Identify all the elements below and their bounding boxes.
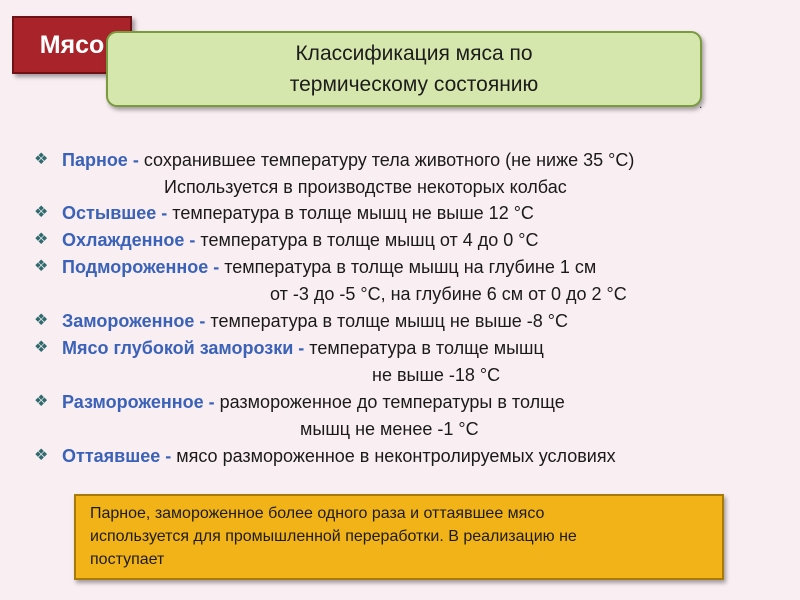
item-text: мясо размороженное в неконтролируемых условиях bbox=[171, 446, 616, 466]
item-text: температура в толще мышц не выше -8 °С bbox=[205, 311, 568, 331]
item-continuation: не выше -18 °С bbox=[372, 365, 501, 385]
item-continuation: от -3 до -5 °С, на глубине 6 см от 0 до 2 °С bbox=[270, 284, 627, 304]
list-item bbox=[62, 443, 616, 469]
item-term: Замороженное - bbox=[62, 311, 206, 331]
diamond-bullet-icon: ❖ bbox=[34, 312, 49, 329]
slide-title-box bbox=[106, 31, 702, 107]
item-text: размороженное до температуры в толще bbox=[214, 392, 565, 412]
slide-title bbox=[290, 38, 539, 100]
item-text: температура в толще мышц от 4 до 0 °С bbox=[195, 230, 539, 250]
diamond-bullet-icon: ❖ bbox=[34, 258, 49, 275]
note-line-1: Парное, замороженное более одного раза и оттаявшее мясо bbox=[90, 505, 545, 522]
item-continuation: Используется в производстве некоторых колбас bbox=[164, 177, 567, 197]
title-line-1: Классификация мяса по bbox=[295, 42, 533, 65]
item-term: Мясо глубокой заморозки - bbox=[62, 338, 305, 358]
diamond-bullet-icon: ❖ bbox=[34, 393, 49, 410]
list-item bbox=[62, 308, 568, 334]
list-item bbox=[62, 227, 539, 253]
item-term: Остывшее - bbox=[62, 203, 168, 223]
note-line-2: используется для промышленной переработки. В реализацию не bbox=[90, 528, 577, 545]
decorative-dot: . bbox=[699, 97, 703, 111]
diamond-bullet-icon: ❖ bbox=[34, 447, 49, 464]
title-line-2: термическому состоянию bbox=[289, 73, 539, 96]
badge-label: Мясо bbox=[39, 30, 105, 59]
item-term: Размороженное - bbox=[62, 392, 215, 412]
diamond-bullet-icon: ❖ bbox=[34, 231, 49, 248]
list-item bbox=[62, 335, 544, 361]
list-item bbox=[62, 254, 596, 280]
diamond-bullet-icon: ❖ bbox=[34, 204, 49, 221]
item-text: температура в толще мышц не выше 12 °С bbox=[167, 203, 534, 223]
item-text: сохранившее температуру тела животного (не ниже 35 °С) bbox=[138, 150, 635, 170]
item-term: Парное - bbox=[62, 150, 139, 170]
item-term: Подмороженное - bbox=[62, 257, 220, 277]
item-term: Оттаявшее - bbox=[62, 446, 172, 466]
item-text: температура в толще мышц на глубине 1 см bbox=[219, 257, 597, 277]
item-text: температура в толще мышц bbox=[304, 338, 544, 358]
item-term: Охлажденное - bbox=[62, 230, 196, 250]
note-box bbox=[74, 494, 724, 580]
item-continuation: мышц не менее -1 °С bbox=[300, 419, 479, 439]
list-item bbox=[62, 200, 534, 226]
list-item bbox=[62, 389, 565, 415]
diamond-bullet-icon: ❖ bbox=[34, 151, 49, 168]
note-line-3: поступает bbox=[90, 551, 165, 568]
diamond-bullet-icon: ❖ bbox=[34, 339, 49, 356]
list-item bbox=[62, 147, 634, 173]
